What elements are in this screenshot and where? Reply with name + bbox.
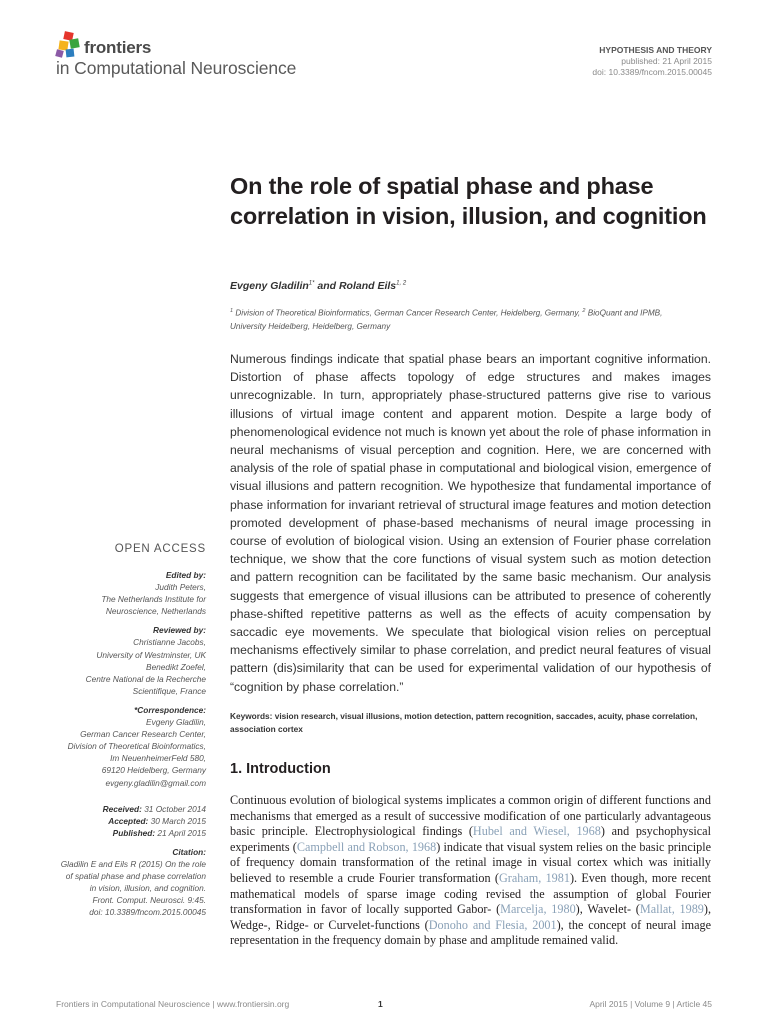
- received-date: [30, 803, 206, 815]
- correspondence-line: Im NeuenheimerFeld 580,: [110, 753, 206, 764]
- received-label: Received:: [102, 803, 142, 814]
- citation-link[interactable]: Graham, 1981: [498, 870, 570, 885]
- accepted-value: 30 March 2015: [150, 815, 206, 826]
- affiliation-line-2: University Heidelberg, Heidelberg, Germany: [230, 321, 391, 331]
- reviewer-line: Benedikt Zoefel,: [146, 661, 206, 672]
- affiliation-text-1: Division of Theoretical Bioinformatics, German Cancer Research Center, Heidelberg, Germany,: [235, 308, 583, 318]
- intro-text-1: Continuous evolution of biological systems implicates a common origin of different functions and mechanisms that emerged as a result of successive modification of one particularly advantageous basic principle. Electrophysiological findings (: [230, 793, 711, 839]
- correspondence-line: German Cancer Research Center,: [80, 729, 206, 740]
- author-conjunction: and: [314, 280, 339, 292]
- logo-brand: frontiers: [84, 38, 152, 57]
- logo-square-green: [69, 38, 79, 48]
- intro-text-4: ). Even though, more recent mathematical models of sparse image coding revised the assumption of global Fourier transformation in favor of locally supported Gabor- (: [230, 870, 711, 917]
- logo-journal-name: in Computational Neuroscience: [56, 58, 297, 78]
- correspondence-email[interactable]: evgeny.gladilin@gmail.com: [105, 777, 206, 788]
- correspondence-line: Evgeny Gladilin,: [146, 717, 206, 728]
- author-1[interactable]: Evgeny Gladilin: [230, 280, 309, 292]
- citation-line: Front. Comput. Neurosci. 9:45.: [92, 895, 206, 906]
- published-value: 21 April 2015: [157, 827, 206, 838]
- reviewer-line: Christianne Jacobs,: [133, 637, 206, 648]
- article-doi[interactable]: doi: 10.3389/fncom.2015.00045: [592, 67, 712, 77]
- frontiers-logo-icon: [56, 32, 82, 60]
- journal-logo[interactable]: [56, 32, 356, 82]
- affiliation-line-1: [230, 305, 700, 320]
- reviewer-line: Scientifique, France: [132, 685, 206, 696]
- keywords: Keywords: vision research, visual illusions, motion detection, pattern recognition, saccades, acuity, phase correlation, association cortex: [230, 711, 698, 734]
- citation-heading: Citation:: [172, 846, 206, 857]
- intro-text-6: ), Wedge-, Ridge- or Curvelet-functions (: [230, 902, 712, 932]
- author-list: [230, 280, 406, 292]
- published-label: Published:: [112, 827, 156, 838]
- author-2-affiliation: 1, 2: [396, 280, 407, 287]
- intro-text-7: ), the concept of neural image representation in the frequency domain by phase and amplitude remained valid.: [230, 917, 712, 948]
- published-date-sidebar: [30, 827, 206, 839]
- page-number: 1: [378, 999, 383, 1009]
- accepted-label: Accepted:: [108, 815, 149, 826]
- open-access-label: OPEN ACCESS: [114, 543, 206, 555]
- affiliations: [230, 305, 700, 333]
- editor-line: Judith Peters,: [155, 582, 206, 593]
- section-heading-introduction: 1. Introduction: [230, 761, 331, 777]
- article-type: HYPOTHESIS AND THEORY: [599, 45, 712, 55]
- citation-link[interactable]: Donoho and Flesia, 2001: [428, 917, 557, 932]
- editor-line: Neuroscience, Netherlands: [105, 606, 206, 617]
- logo-square-purple: [55, 49, 64, 58]
- introduction-paragraph: [230, 793, 711, 949]
- citation-link[interactable]: Marcelja, 1980: [500, 902, 576, 917]
- intro-text-3: ) indicate that visual system relies on the basic principle of frequency domain transformation of the retinal image in visual cortex which was initially believed to resemble a crude Fourier transformation (: [230, 839, 712, 885]
- reviewer-line: Centre National de la Recherche: [85, 673, 206, 684]
- affiliation-sup-2: 2: [582, 308, 586, 314]
- article-meta: [592, 45, 712, 78]
- article-title: On the role of spatial phase and phase correlation in vision, illusion, and cognition: [230, 173, 707, 229]
- reviewer-line: University of Westminster, UK: [96, 649, 206, 660]
- correspondence-line: Division of Theoretical Bioinformatics,: [67, 741, 206, 752]
- editor-line: The Netherlands Institute for: [101, 594, 206, 605]
- edited-by-heading: Edited by:: [165, 570, 206, 580]
- logo-square-blue: [66, 49, 75, 58]
- affiliation-sup-1: 1: [230, 308, 234, 314]
- received-value: 31 October 2014: [144, 803, 206, 814]
- citation-line: of spatial phase and phase correlation: [65, 871, 206, 882]
- published-date: published: 21 April 2015: [621, 56, 712, 66]
- citation-doi[interactable]: doi: 10.3389/fncom.2015.00045: [89, 907, 206, 918]
- correspondence-heading: *Correspondence:: [134, 704, 206, 715]
- correspondence-line: 69120 Heidelberg, Germany: [101, 765, 206, 776]
- author-1-affiliation: 1*: [308, 280, 315, 287]
- affiliation-text-2: BioQuant and IPMB,: [587, 308, 663, 318]
- abstract: Numerous findings indicate that spatial phase bears an important cognitive information. Distortion of phase affects topology of edge structures and makes images unrecognizable. In turn, appropriately phase-structured patterns give rise to various illusions of virtual image content and apparent motion. Despite a large body of phenomenological evidence not much is known yet about the role of phase information in neural mechanisms of visual perception and cognition. Here, we are concerned with analysis of the role of spatial phase in computational and biological vision, emergence of visual illusions and pattern recognition. We hypothesize that fundamental importance of phase information for invariant retrieval of structural image features and motion detection promoted development of phase-based mechanisms of neural image processing in course of evolution of biological vision. Using an extension of Fourier phase correlation technique, we show that the core functions of visual system such as motion detection and pattern recognition can be facilitated by the same basic mechanism. Our analysis suggests that emergence of visual illusions can be attributed to presence of coherently phase-shifted repetitive patterns as well as the effects of acuity compensation by saccadic eye movements. We speculate that biological vision relies on perceptual mechanisms effectively similar to phase correlation, and predict neural features of visual pattern (dis)similarity that can be used for experimental validation of our hypothesis of “cognition by phase correlation.”: [230, 352, 711, 694]
- intro-text-2: ) and psychophysical experiments (: [230, 824, 711, 854]
- footer-journal-link[interactable]: Frontiers in Computational Neuroscience | www.frontiersin.org: [56, 999, 290, 1009]
- citation-line: Gladilin E and Eils R (2015) On the role: [60, 858, 206, 869]
- author-2[interactable]: Roland Eils: [338, 280, 397, 292]
- accepted-date: [30, 815, 206, 827]
- citation-link[interactable]: Mallat, 1989: [639, 902, 704, 917]
- intro-text-5: ), Wavelet- (: [575, 902, 640, 917]
- reviewed-by-heading: Reviewed by:: [152, 625, 206, 636]
- citation-link[interactable]: Campbell and Robson, 1968: [296, 839, 437, 854]
- citation-line: in vision, illusion, and cognition.: [89, 883, 206, 894]
- footer-volume-info: April 2015 | Volume 9 | Article 45: [589, 999, 712, 1009]
- sidebar-info: [30, 569, 206, 918]
- citation-link[interactable]: Hubel and Wiesel, 1968: [472, 824, 601, 839]
